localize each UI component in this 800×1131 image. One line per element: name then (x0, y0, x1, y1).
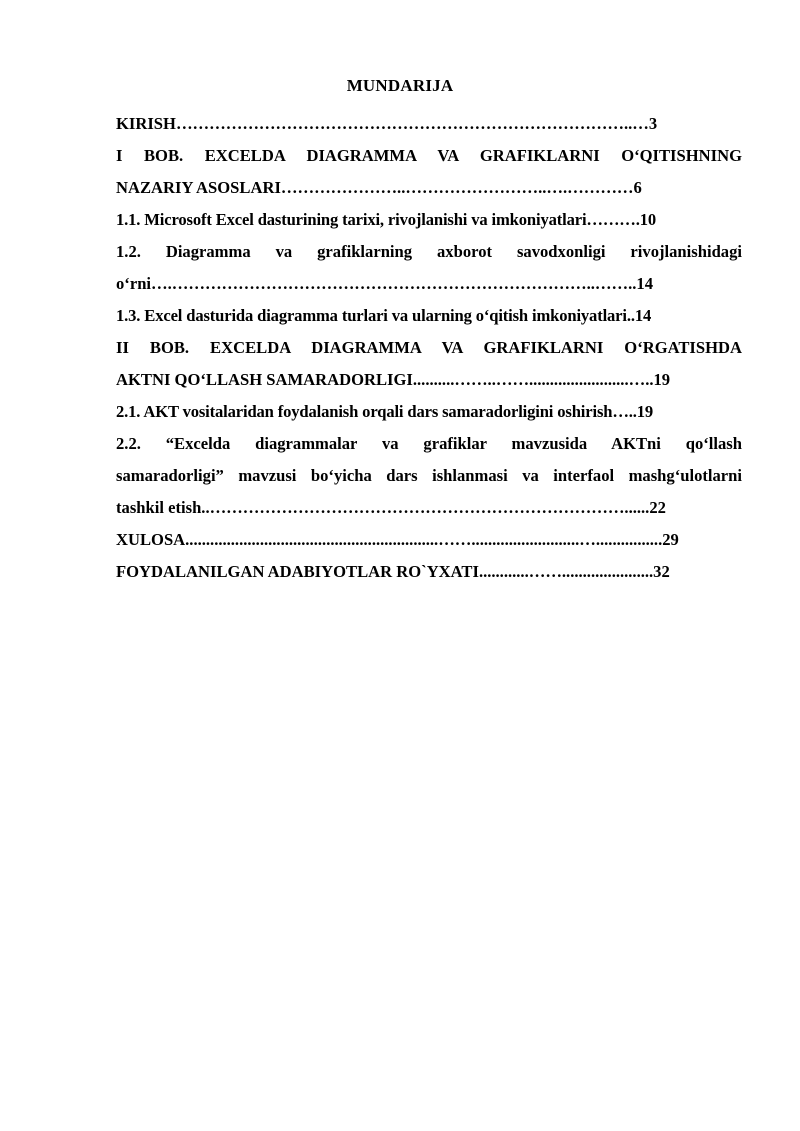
toc-entry-1-3: 1.3. Excel dasturida diagramma turlari va ularning o‘qitish imkoniyatlari..14 (116, 306, 652, 325)
toc-entry-xulosa: XULOSA.............................................................……..........................…................29 (116, 530, 679, 549)
toc-entry-chapter-1-line-2: NAZARIY ASOSLARI…………………..……………………..….…………6 (116, 178, 642, 197)
toc-entry-1-1: 1.1. Microsoft Excel dasturining tarixi, rivojlanishi va imkoniyatlari……….10 (116, 210, 657, 229)
toc-entry-2-2-line-3: tashkil etish..…………………………………………………………………......22 (116, 498, 666, 517)
toc-entry-1-2-line-1: 1.2. Diagramma va grafiklarning axborot savodxonligi rivojlanishidagi (116, 242, 742, 261)
page-title: MUNDARIJA (346, 76, 454, 95)
toc-entry-chapter-2-line-1: II BOB. EXCELDA DIAGRAMMA VA GRAFIKLARNI O‘RGATISHDA (116, 338, 742, 357)
toc-entry-adabiyotlar: FOYDALANILGAN ADABIYOTLAR RO`YXATI............……......................32 (116, 562, 670, 581)
toc-entry-chapter-2-line-2: AKTNI QO‘LLASH SAMARADORLIGI..........……..……........................…..19 (116, 370, 671, 389)
toc-entry-kirish: KIRISH………………………………………………………………………..…3 (116, 114, 658, 133)
toc-entry-1-2-line-2: o‘rni….…………………………………………………………………..……..14 (116, 274, 653, 293)
toc-entry-2-2-line-2: samaradorligi” mavzusi bo‘yicha dars ishlanmasi va interfaol mashg‘ulotlarni (116, 466, 742, 485)
toc-entry-2-1: 2.1. AKT vositalaridan foydalanish orqali dars samaradorligini oshirish…..19 (116, 402, 654, 421)
toc-entry-2-2-line-1: 2.2. “Excelda diagrammalar va grafiklar mavzusida AKTni qo‘llash (116, 434, 742, 453)
toc-entry-chapter-1-line-1: I BOB. EXCELDA DIAGRAMMA VA GRAFIKLARNI O‘QITISHNING (116, 146, 742, 165)
table-of-contents (116, 108, 742, 588)
